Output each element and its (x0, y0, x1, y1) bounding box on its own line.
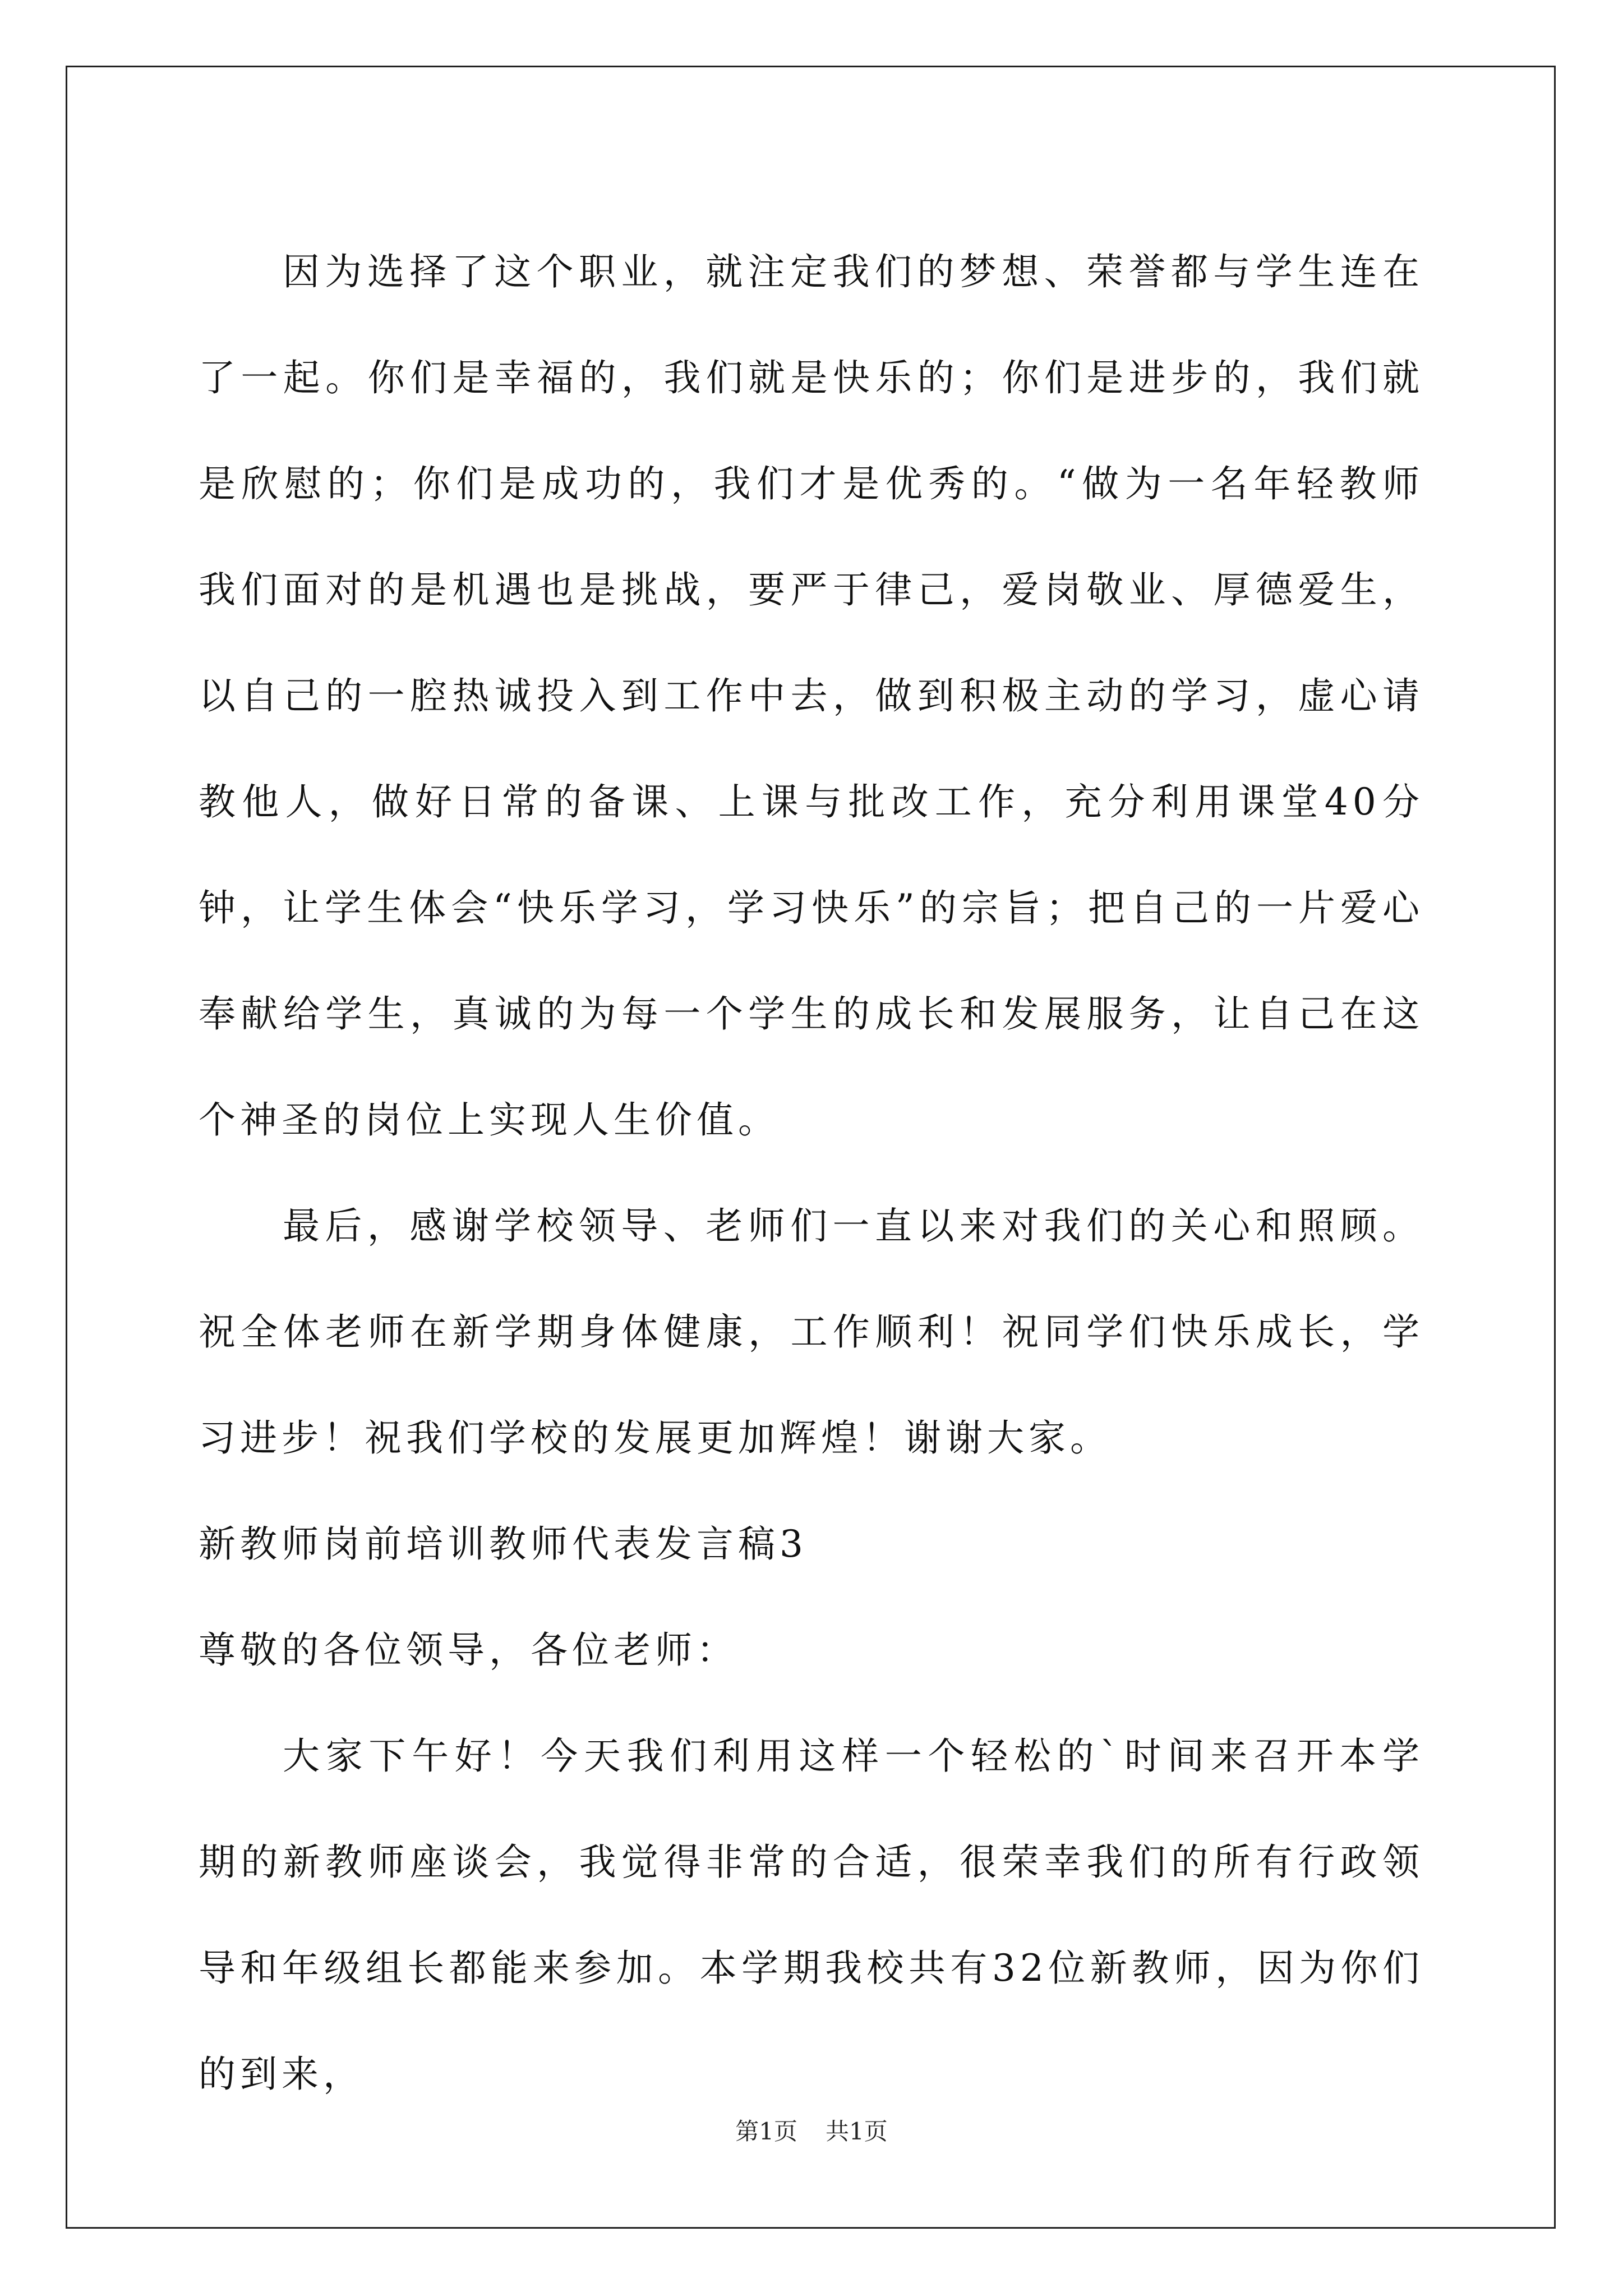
page-total: 共1页 (826, 2118, 888, 2145)
salutation: 尊敬的各位领导，各位老师： (199, 1628, 738, 1672)
document-body (199, 219, 1424, 2127)
section-heading: 新教师岗前培训教师代表发言稿3 (199, 1522, 808, 1566)
page-footer (0, 2115, 1623, 2148)
paragraph-thanks: 最后，感谢学校领导、老师们一直以来对我们的关心和照顾。祝全体老师在新学期身体健康，工作顺利！祝同学们快乐成长，学习进步！祝我们学校的发展更加辉煌！谢谢大家。 (199, 1204, 1424, 1460)
paragraph-career: 因为选择了这个职业，就注定我们的梦想、荣誉都与学生连在了一起。你们是幸福的，我们就是快乐的；你们是进步的，我们就是欣慰的；你们是成功的，我们才是优秀的。“做为一名年轻教师我们面对的是机遇也是挑战，要严于律己，爱岗敬业、厚德爱生，以自己的一腔热诚投入到工作中去，做到积极主动的学习，虚心请教他人，做好日常的备课、上课与批改工作，充分利用课堂40分钟，让学生体会“快乐学习，学习快乐”的宗旨；把自己的一片爱心奉献给学生，真诚的为每一个学生的成长和发展服务，让自己在这个神圣的岗位上实现人生价值。 (199, 250, 1424, 1142)
paragraph-greeting: 大家下午好！今天我们利用这样一个轻松的`时间来召开本学期的新教师座谈会，我觉得非常的合适，很荣幸我们的所有行政领导和年级组长都能来参加。本学期我校共有32位新教师，因为你们的到来， (199, 1734, 1424, 2096)
page-number: 第1页 (735, 2118, 797, 2145)
